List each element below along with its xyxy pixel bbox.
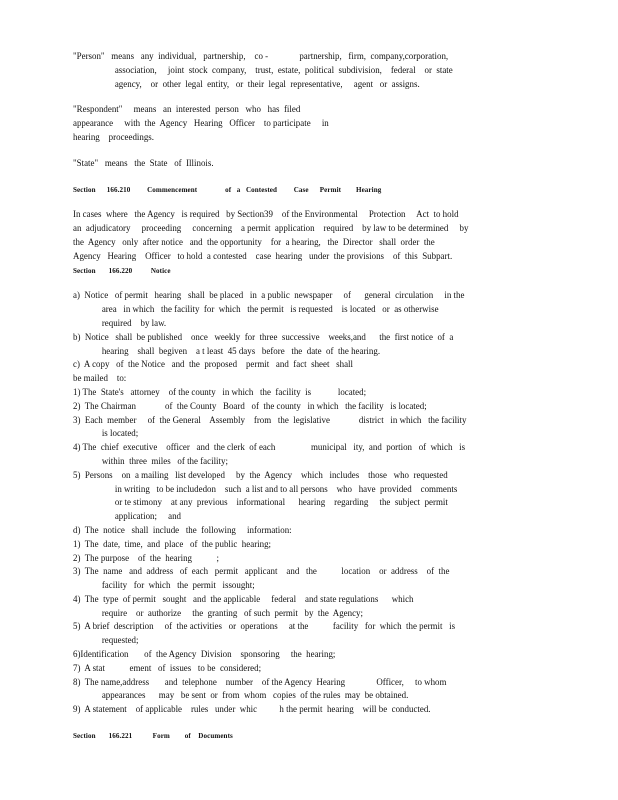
content-item: 2) The purpose of the hearing ; (73, 552, 220, 564)
item-line: area in which the facility for which the permit is requested is located or as otherwise (101, 304, 439, 316)
mailing-item-continued: application; and (114, 511, 182, 523)
content-item: 9) A statement of applicable rules under whic h the permit hearing will be conducted. (73, 704, 431, 716)
item-line: c) A copy of the Notice and the proposed permit and fact sheet shall (73, 359, 353, 371)
item-line: a) Notice of permit hearing shall be placed in a public newspaper of general circulation in the (73, 290, 465, 302)
definition-state (73, 157, 515, 171)
content-item: 4) The type of permit sought and the applicable federal and state regulations which (73, 593, 414, 605)
mailing-item: 4) The chief executive officer and the clerk of each municipal ity, and portion of which is (73, 442, 466, 454)
definition-line: "Person" means any individual, partnership, co - partnership, firm, company,corporation, (73, 51, 449, 62)
content-item: 1) The date, time, and place of the public hearing; (73, 538, 272, 550)
content-item: 5) A brief description of the activities or operations at the facility for which the permit is (73, 621, 456, 633)
definition-line: hearing proceedings. (73, 131, 155, 143)
paragraph-line: Agency Hearing Officer to hold a contested case hearing under the provisions of this Subpart. (73, 250, 453, 262)
section-heading-210: Section 166.210 Commencement of a Contested Case Permit Hearing (73, 184, 382, 194)
paragraph-line: an adjudicatory proceeding concerning a permit application required by law to be determined by (73, 223, 469, 235)
content-item-continued: appearances may be sent or from whom copies of the rules may be obtained. (101, 690, 409, 702)
content-item-continued: require or authorize the granting of such permit by the Agency; (101, 607, 363, 619)
item-d: d) The notice shall include the following information: (73, 524, 292, 536)
definition-respondent (73, 103, 515, 144)
section-heading-221: Section 166.221 Form of Documents (73, 731, 233, 741)
mailing-list (73, 386, 515, 524)
mailing-item-continued: or te stimony at any previous informational hearing regarding the subject permit (114, 497, 448, 509)
content-item: 3) The name and address of each permit applicant and the location or address of the (73, 566, 450, 578)
mailing-item: 2) The Chairman of the County Board of the county in which the facility is located; (73, 400, 427, 412)
content-item: 6)Identification of the Agency Division sponsoring the hearing; (73, 649, 336, 661)
definition-line: association, joint stock company, trust, estate, political subdivision, federal or state (114, 64, 453, 76)
content-item: 7) A stat ement of issues to be considered; (73, 662, 262, 674)
section-210-paragraph (73, 208, 515, 263)
notice-contents-list (73, 538, 515, 717)
definition-line: "Respondent" means an interested person who has filed (73, 104, 301, 116)
mailing-item-continued: within three miles of the facility; (101, 455, 228, 467)
paragraph-line: In cases where the Agency is required by Section39 of the Environmental Protection Act to hold (73, 209, 459, 221)
item-a (73, 289, 515, 330)
mailing-item-continued: in writing to be includedon such a list and to all persons who have provided comments (114, 483, 458, 495)
mailing-item: 3) Each member of the General Assembly from the legislative district in which the facility (73, 414, 467, 426)
definition-person (73, 50, 515, 91)
definition-line: appearance with the Agency Hearing Officer to participate in (73, 118, 329, 130)
content-item-continued: facility for which the permit issought; (101, 580, 255, 592)
item-line: be mailed to: (73, 373, 127, 385)
item-line: hearing shall begiven a t least 45 days before the date of the hearing. (101, 345, 381, 357)
definition-line: "State" means the State of Illinois. (73, 157, 214, 169)
content-item: 8) The name,address and telephone number of the Agency Hearing Officer, to whom (73, 676, 447, 688)
item-line: required by law. (101, 317, 167, 329)
mailing-item: 5) Persons on a mailing list developed by the Agency which includes those who requested (73, 469, 448, 481)
item-b (73, 331, 515, 359)
item-c (73, 358, 515, 386)
document-page (73, 50, 515, 743)
mailing-item: 1) The State's attorney of the county in which the facility is located; (73, 386, 367, 398)
paragraph-line: the Agency only after notice and the opportunity for a hearing, the Director shall order the (73, 236, 435, 248)
content-item-continued: requested; (101, 635, 139, 647)
definition-line: agency, or other legal entity, or their legal representative, agent or assigns. (114, 78, 420, 90)
section-heading-220: Section 166.220 Notice (73, 265, 171, 275)
mailing-item-continued: is located; (101, 428, 139, 440)
item-line: b) Notice shall be published once weekly for three successive weeks,and the first notice of a (73, 331, 454, 343)
